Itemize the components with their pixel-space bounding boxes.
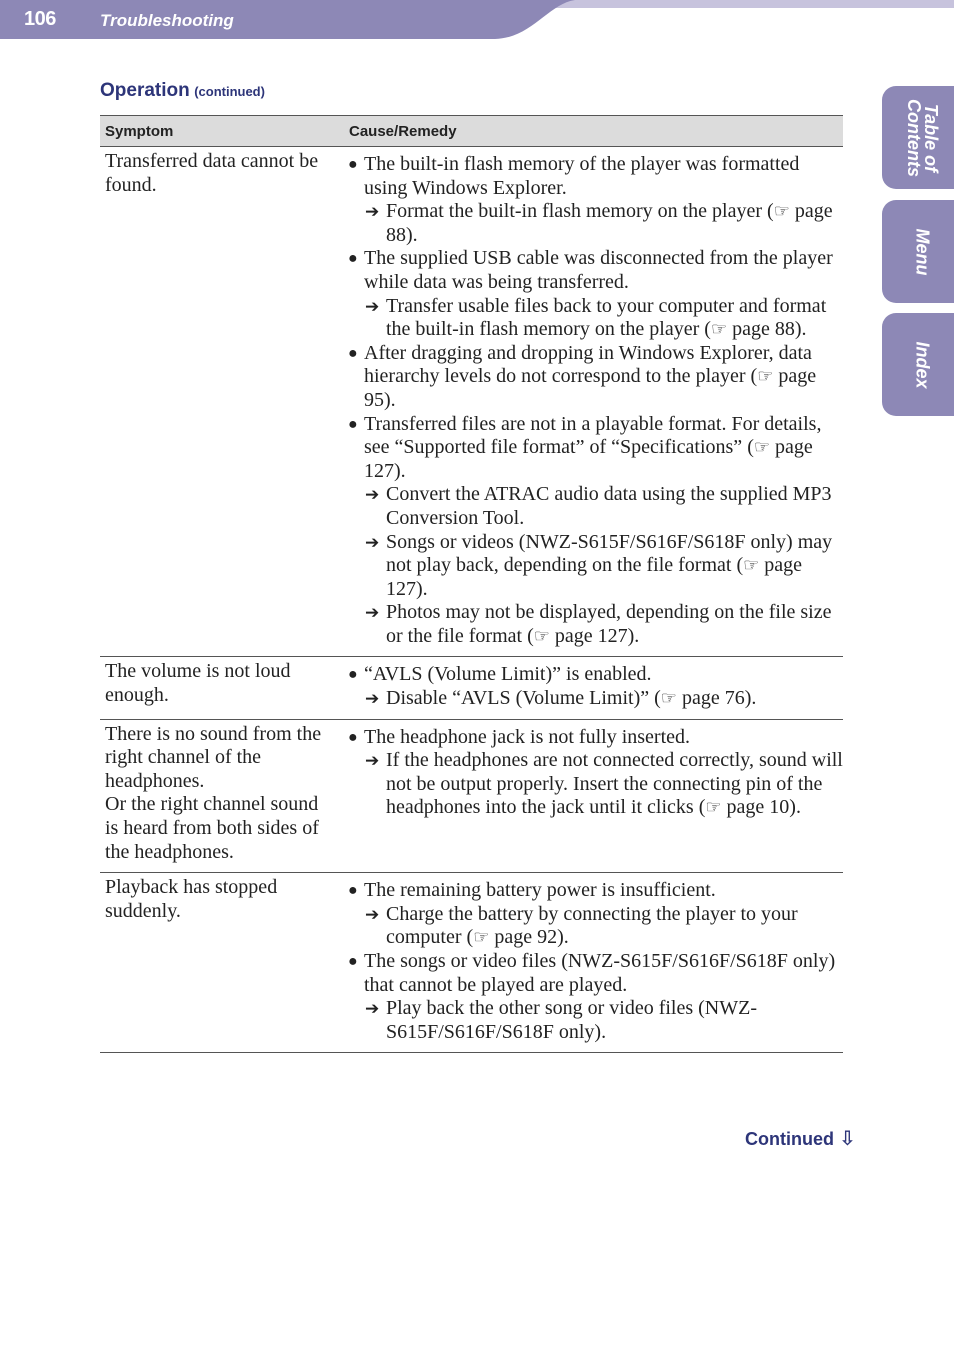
remedy-text: Charge the battery by connecting the player to your computer	[386, 902, 798, 949]
page-reference[interactable]: page 95	[364, 365, 817, 411]
cause-text: The supplied USB cable was disconnected from the player while data was being transferred.	[364, 247, 833, 293]
table-row	[100, 873, 843, 1053]
tab-index[interactable]	[882, 313, 954, 416]
column-header-cause-remedy: Cause/Remedy	[344, 116, 843, 147]
cause-text: “AVLS (Volume Limit)” is enabled.	[364, 663, 652, 686]
page-reference[interactable]: page 127	[386, 554, 803, 600]
remedy-item	[348, 997, 843, 1044]
remedy-item: ➔ Disable “AVLS (Volume Limit)” (☞ page 76).	[365, 687, 757, 710]
cause-item: ● Transferred files are not in a playable format. For details, see “Supported file format” of “Specifications” (☞ page 127).	[348, 412, 822, 482]
arrow-right-icon: ➔	[365, 751, 380, 771]
table-row	[100, 657, 843, 719]
remedy-text: Convert the ATRAC audio data using the supplied MP3 Conversion Tool.	[386, 483, 832, 529]
symptom-text: Transferred data cannot be found.	[105, 150, 319, 196]
bullet-icon: ●	[348, 666, 358, 684]
page-reference[interactable]: page 76	[681, 687, 745, 710]
remedy-item: ➔ If the headphones are not connected correctly, sound will not be output properly. Insert the connecting pin of the headphones into the jack until it clicks (☞ page 10).	[365, 749, 843, 819]
symptom-text: Playback has stopped suddenly.	[105, 876, 278, 922]
page-number: 106	[24, 8, 56, 30]
cause-item	[348, 879, 843, 903]
remedy-item: ➔ Photos may not be displayed, depending on the file size or the file format (☞ page 127).	[365, 601, 832, 647]
cause-item	[348, 950, 843, 997]
symptom-cell	[100, 873, 344, 1053]
section-name: Troubleshooting	[100, 11, 234, 30]
page-reference[interactable]: page 127	[364, 436, 813, 482]
arrow-right-icon: ➔	[365, 532, 380, 552]
table-row	[100, 147, 843, 657]
bullet-icon: ●	[348, 250, 358, 268]
cause-item	[348, 663, 843, 687]
symptom-text: There is no sound from the right channel of the headphones. Or the right channel sound is heard from both sides of the headphones.	[105, 722, 322, 863]
remedy-text: Songs or videos (NWZ-S615F/S616F/S618F only) may not play back, depending on the file format	[386, 530, 833, 577]
continued-label: Continued	[745, 1129, 834, 1149]
remedy-text: If the headphones are not connected correctly, sound will not be output properly. Insert the connecting pin of the headphones into the jack until it clicks	[386, 749, 843, 819]
page-reference-icon: ☞	[710, 319, 728, 340]
bullet-icon: ●	[348, 415, 358, 433]
arrow-right-icon: ➔	[365, 485, 380, 505]
page-reference[interactable]: page 88	[386, 200, 833, 246]
cause-remedy-cell	[344, 147, 843, 657]
arrow-right-icon: ➔	[365, 202, 380, 222]
page-reference[interactable]: page 88	[732, 318, 795, 341]
page-reference-icon: ☞	[533, 625, 550, 646]
symptom-text: The volume is not loud enough.	[105, 660, 291, 707]
cause-remedy-cell	[344, 657, 843, 719]
section-title-continued: (continued)	[194, 84, 265, 99]
page-reference[interactable]: page 92	[494, 926, 558, 949]
table-row	[100, 719, 843, 873]
tab-menu[interactable]	[882, 200, 954, 303]
arrow-right-icon: ➔	[365, 603, 380, 623]
section-title	[100, 80, 265, 102]
cause-item	[348, 726, 843, 750]
bullet-icon: ●	[348, 156, 358, 173]
arrow-right-icon: ➔	[365, 904, 380, 924]
table-header-row	[100, 116, 843, 147]
bullet-icon: ●	[348, 728, 358, 746]
cause-remedy-cell	[344, 873, 843, 1053]
bullet-icon: ●	[348, 953, 358, 970]
remedy-text: Play back the other song or video files (NWZ-S615F/S616F/S618F only).	[386, 997, 758, 1043]
remedy-text: Photos may not be displayed, depending on the file size or the file format	[386, 601, 832, 647]
cause-text: The headphone jack is not fully inserted.	[364, 725, 691, 748]
cause-text: Transferred files are not in a playable format. For details, see “Supported file format” of “Specifications”	[364, 412, 822, 459]
page-reference-icon: ☞	[757, 366, 774, 387]
page-reference-icon: ☞	[473, 927, 490, 948]
arrow-right-icon: ➔	[365, 689, 380, 709]
remedy-item: ➔ Charge the battery by connecting the player to your computer (☞ page 92).	[365, 902, 798, 949]
cause-item: ● After dragging and dropping in Windows Explorer, data hierarchy levels do not correspond to the player (☞ page 95).	[348, 341, 817, 411]
page-reference-icon: ☞	[705, 797, 722, 818]
page-reference-icon: ☞	[773, 201, 790, 222]
tab-index-label: Index	[912, 340, 933, 389]
down-arrow-icon: ⇩	[839, 1128, 856, 1150]
cause-text: The remaining battery power is insufficient.	[364, 879, 716, 902]
symptom-cell	[100, 719, 344, 873]
remedy-item: ➔ Transfer usable files back to your computer and format the built-in flash memory on the player (☞ page 88).	[365, 294, 827, 341]
page-header	[0, 0, 954, 40]
remedy-item: ➔ Songs or videos (NWZ-S615F/S616F/S618F only) may not play back, depending on the file format (☞ page 127).	[365, 530, 833, 600]
column-header-symptom: Symptom	[100, 116, 344, 147]
remedy-item: ➔ Format the built-in flash memory on the player (☞ page 88).	[365, 200, 833, 246]
tab-table-of-contents-label: Table of Contents	[904, 98, 941, 177]
bullet-icon: ●	[348, 344, 358, 362]
arrow-right-icon: ➔	[365, 999, 380, 1019]
table-body	[100, 147, 843, 1053]
cause-item	[348, 153, 843, 200]
remedy-text: Format the built-in flash memory on the player	[386, 200, 763, 223]
tab-table-of-contents[interactable]	[882, 86, 954, 189]
remedy-item	[348, 483, 843, 530]
remedy-text: Transfer usable files back to your computer and format the built-in flash memory on the player	[386, 294, 827, 341]
symptom-cell	[100, 147, 344, 657]
tab-menu-label: Menu	[912, 228, 933, 275]
cause-remedy-cell	[344, 719, 843, 873]
cause-text: The built-in flash memory of the player was formatted using Windows Explorer.	[364, 153, 800, 199]
cause-text: The songs or video files (NWZ-S615F/S616F/S618F only) that cannot be played are played.	[364, 950, 836, 996]
continued-link[interactable]	[745, 1126, 856, 1151]
cause-text: After dragging and dropping in Windows Explorer, data hierarchy levels do not correspond to the player	[364, 341, 812, 388]
page-reference-icon: ☞	[743, 555, 760, 576]
remedy-text: Disable “AVLS (Volume Limit)”	[386, 687, 650, 710]
arrow-right-icon: ➔	[365, 296, 380, 316]
troubleshooting-table	[100, 115, 843, 1053]
cause-item	[348, 247, 843, 294]
page-reference[interactable]: page 127	[554, 624, 628, 647]
bullet-icon: ●	[348, 882, 358, 900]
page-reference[interactable]: page 10	[726, 796, 790, 819]
section-title-main: Operation	[100, 80, 190, 101]
page-reference-icon: ☞	[753, 437, 770, 458]
page-reference-icon: ☞	[660, 688, 677, 709]
symptom-cell	[100, 657, 344, 719]
